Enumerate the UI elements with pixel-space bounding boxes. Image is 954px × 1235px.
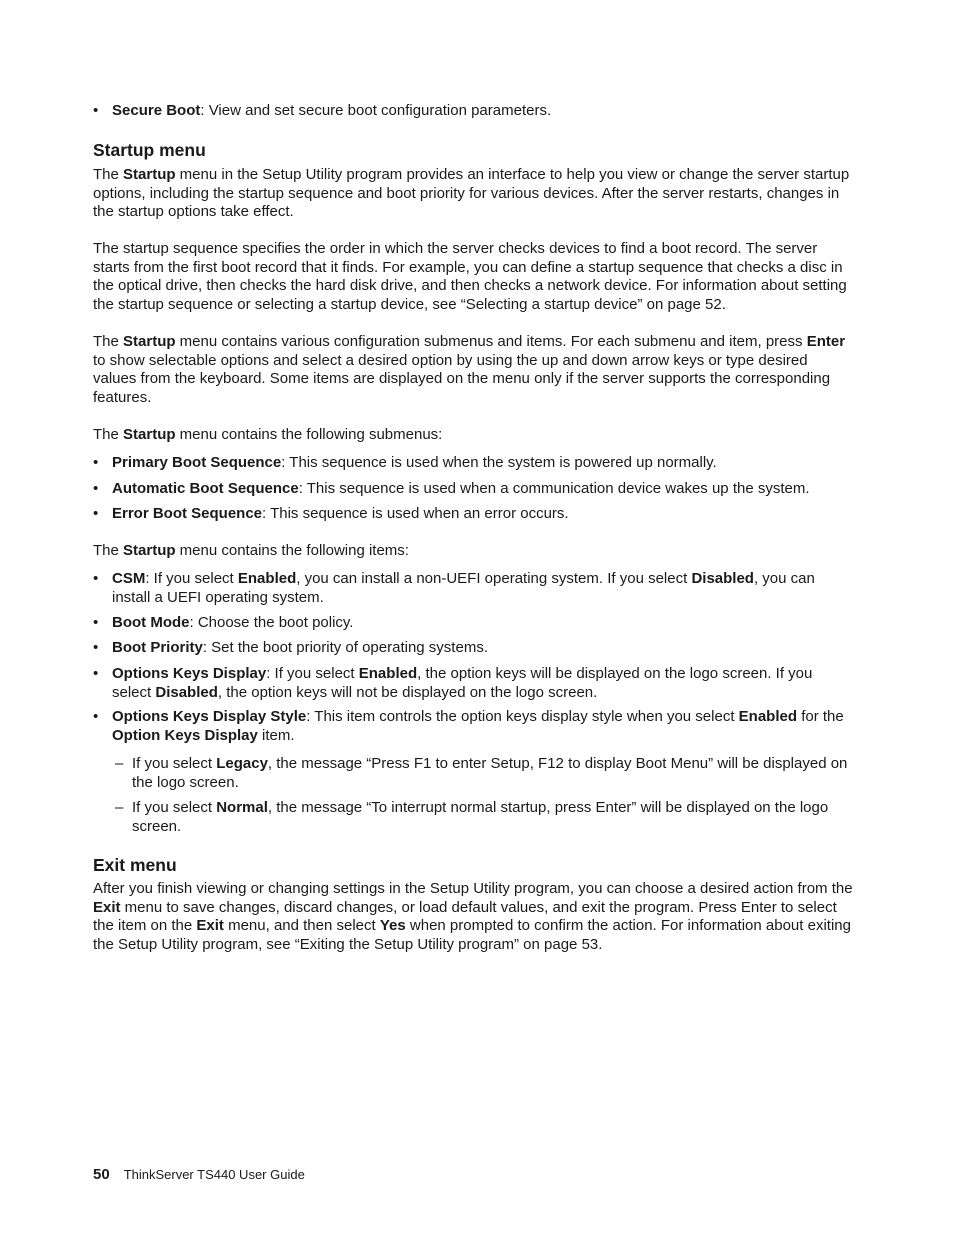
paragraph: The startup sequence specifies the order in which the server checks devices to find a boot record. The server starts from the first boot record that it finds. For example, you can define a startup sequence that checks a disc in the optical drive, then checks the hard disk drive, and then checks a network device. For information about setting the startup sequence or selecting a startup device, see “Selecting a startup device” on page 52. [93, 240, 847, 314]
bullet-icon: • [93, 639, 99, 656]
paragraph: After you finish viewing or changing settings in the Setup Utility program, you can choose a desired action from the Exit menu to save changes, discard changes, or load default values, and exit the program. Press Enter to select the item on the Exit menu, and then select Yes when prompted to confirm the action. For information about exiting the Setup Utility program, see “Exiting the Setup Utility program” on page 53. [93, 880, 853, 954]
bullet-icon: • [93, 505, 99, 522]
bullet-icon: • [93, 454, 99, 471]
bullet-icon: • [93, 480, 99, 497]
section-heading-startup: Startup menu [93, 140, 206, 160]
bullet-icon: • [93, 708, 99, 725]
list-item-boot-priority: • Boot Priority: Set the boot priority of operating systems. [93, 639, 488, 656]
bullet-icon: • [93, 665, 99, 682]
paragraph: The Startup menu contains the following submenus: [93, 426, 443, 443]
list-item: • Automatic Boot Sequence: This sequence is used when a communication device wakes up the system. [93, 480, 810, 497]
paragraph: The Startup menu contains various configuration submenus and items. For each submenu and item, press Enter to show selectable options and select a desired option by using the up and down arrow keys or type desired values from the keyboard. Some items are displayed on the menu only if the server supports the corresponding features. [93, 333, 846, 407]
list-item: • Primary Boot Sequence: This sequence is used when the system is powered up normally. [93, 454, 717, 471]
page-number: 50 [93, 1166, 110, 1183]
list-item-options-keys-display-style: • Options Keys Display Style: This item controls the option keys display style when you select Enabled for the Option Keys Display item. [93, 708, 844, 744]
term: Secure Boot [112, 102, 201, 119]
list-item-options-keys-display: • Options Keys Display: If you select Enabled, the option keys will be displayed on the logo screen. If you select Disabled, the option keys will not be displayed on the logo screen. [93, 665, 813, 701]
list-item: • Error Boot Sequence: This sequence is used when an error occurs. [93, 505, 569, 522]
list-item-boot-mode: • Boot Mode: Choose the boot policy. [93, 614, 354, 631]
sub-item-legacy: – If you select Legacy, the message “Press F1 to enter Setup, F12 to display Boot Menu” will be displayed on the logo screen. [115, 755, 848, 791]
section-heading-exit: Exit menu [93, 855, 177, 875]
paragraph: The Startup menu contains the following items: [93, 542, 409, 559]
bullet-icon: • [93, 102, 99, 119]
sub-item-normal: – If you select Normal, the message “To interrupt normal startup, press Enter” will be displayed on the logo screen. [115, 799, 829, 835]
list-item-csm: • CSM: If you select Enabled, you can install a non-UEFI operating system. If you select Disabled, you can install a UEFI operating system. [93, 570, 815, 606]
bullet-icon: • [93, 614, 99, 631]
paragraph: The Startup menu in the Setup Utility program provides an interface to help you view or change the server startup options, including the startup sequence and boot priority for various devices. After the server restarts, changes in the startup options take effect. [93, 166, 850, 221]
page-footer [93, 1166, 305, 1183]
description: : View and set secure boot configuration parameters. [200, 102, 552, 119]
document-title: ThinkServer TS440 User Guide [123, 1167, 305, 1182]
dash-icon: – [115, 799, 124, 816]
list-item-secure-boot [93, 102, 853, 121]
dash-icon: – [115, 755, 124, 772]
bullet-icon: • [93, 570, 99, 587]
